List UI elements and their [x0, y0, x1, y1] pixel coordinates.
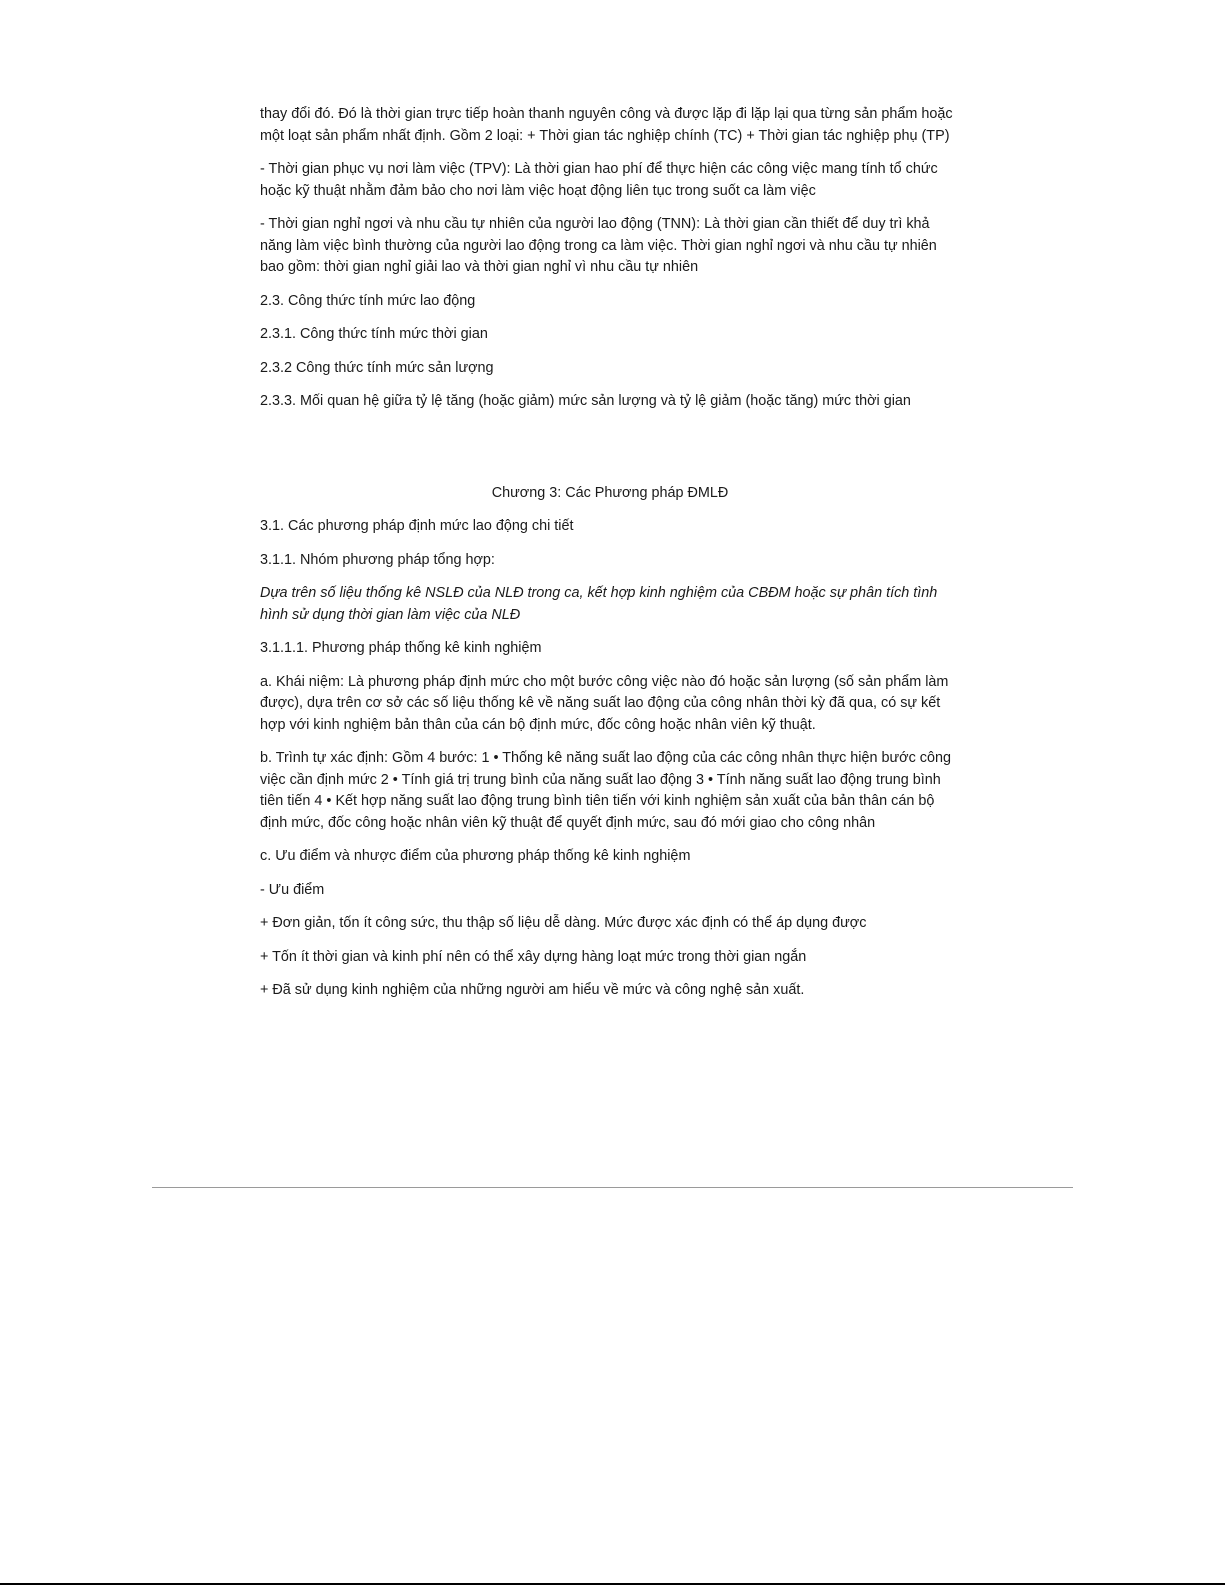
chapter-title: Chương 3: Các Phương pháp ĐMLĐ	[491, 484, 729, 501]
advantages-heading: - Ưu điểm	[260, 881, 325, 898]
advantage-item: + Tốn ít thời gian và kinh phí nên có thể xây dựng hàng loạt mức trong thời gian ngắn	[260, 948, 807, 965]
heading-2-3-3: 2.3.3. Mối quan hệ giữa tỷ lệ tăng (hoặc giảm) mức sản lượng và tỷ lệ giảm (hoặc tăng) mức thời gian	[260, 393, 911, 409]
heading-3-1: 3.1. Các phương pháp định mức lao động chi tiết	[260, 518, 574, 534]
heading-2-3-1: 2.3.1. Công thức tính mức thời gian	[260, 326, 488, 342]
heading-2-3-2: 2.3.2 Công thức tính mức sản lượng	[260, 359, 494, 376]
paragraph-procedure: b. Trình tự xác định: Gồm 4 bước: 1 • Thống kê năng suất lao động của các công nhân thực hiện bước công việc cần định mức 2 • Tính giá trị trung bình của năng suất lao động 3 • Tính năng suất lao động trung bình tiên tiến 4 • Kết hợp năng suất lao động trung bình tiên tiến với kinh nghiệm sản xuất của bản thân cán bộ định mức, đốc công hoặc nhân viên kỹ thuật để quyết định mức, sau đó mới giao cho công nhân	[260, 750, 951, 831]
heading-3-1-1-1: 3.1.1.1. Phương pháp thống kê kinh nghiệm	[260, 640, 542, 656]
paragraph-pros-cons: c. Ưu điểm và nhược điểm của phương pháp thống kê kinh nghiệm	[260, 848, 691, 864]
paragraph-work-time-definition: thay đổi đó. Đó là thời gian trực tiếp hoàn thanh nguyên công và được lặp đi lặp lại qua từng sản phẩm hoặc một loạt sản phẩm nhất định. Gồm 2 loại: + Thời gian tác nghiệp chính (TC) + Thời gian tác nghiệp phụ (TP)	[260, 106, 953, 144]
advantage-item: + Đơn giản, tốn ít công sức, thu thập số liệu dễ dàng. Mức được xác định có thể áp dụng được	[260, 915, 867, 931]
advantage-item: + Đã sử dụng kinh nghiệm của những người am hiểu về mức và công nghệ sản xuất.	[260, 982, 805, 998]
page-divider	[152, 1187, 1073, 1188]
document-page	[260, 104, 960, 1014]
paragraph-rest-time: - Thời gian nghỉ ngơi và nhu cầu tự nhiên của người lao động (TNN): Là thời gian cần thiết để duy trì khả năng làm việc bình thường của người lao động trong ca làm việc. Thời gian nghỉ ngơi và nhu cầu tự nhiên bao gồm: thời gian nghỉ giải lao và thời gian nghỉ vì nhu cầu tự nhiên	[260, 216, 937, 275]
heading-3-1-1: 3.1.1. Nhóm phương pháp tổng hợp:	[260, 551, 495, 568]
blank-space	[260, 425, 960, 483]
italic-note: Dựa trên số liệu thống kê NSLĐ của NLĐ trong ca, kết hợp kinh nghiệm của CBĐM hoặc sự phân tích tình hình sử dụng thời gian làm việc của NLĐ	[260, 585, 938, 623]
heading-2-3: 2.3. Công thức tính mức lao động	[260, 292, 476, 309]
paragraph-service-time: - Thời gian phục vụ nơi làm việc (TPV): Là thời gian hao phí để thực hiện các công việc mang tính tổ chức hoặc kỹ thuật nhằm đảm bảo cho nơi làm việc hoạt động liên tục trong suốt ca làm việc	[260, 161, 938, 199]
paragraph-concept: a. Khái niệm: Là phương pháp định mức cho một bước công việc nào đó hoặc sản lượng (số sản phẩm làm được), dựa trên cơ sở các số liệu thống kê về năng suất lao động của công nhân thời kỳ đã qua, có sự kết hợp với kinh nghiệm bản thân của cán bộ định mức, đốc công hoặc nhân viên kỹ thuật.	[260, 673, 949, 733]
